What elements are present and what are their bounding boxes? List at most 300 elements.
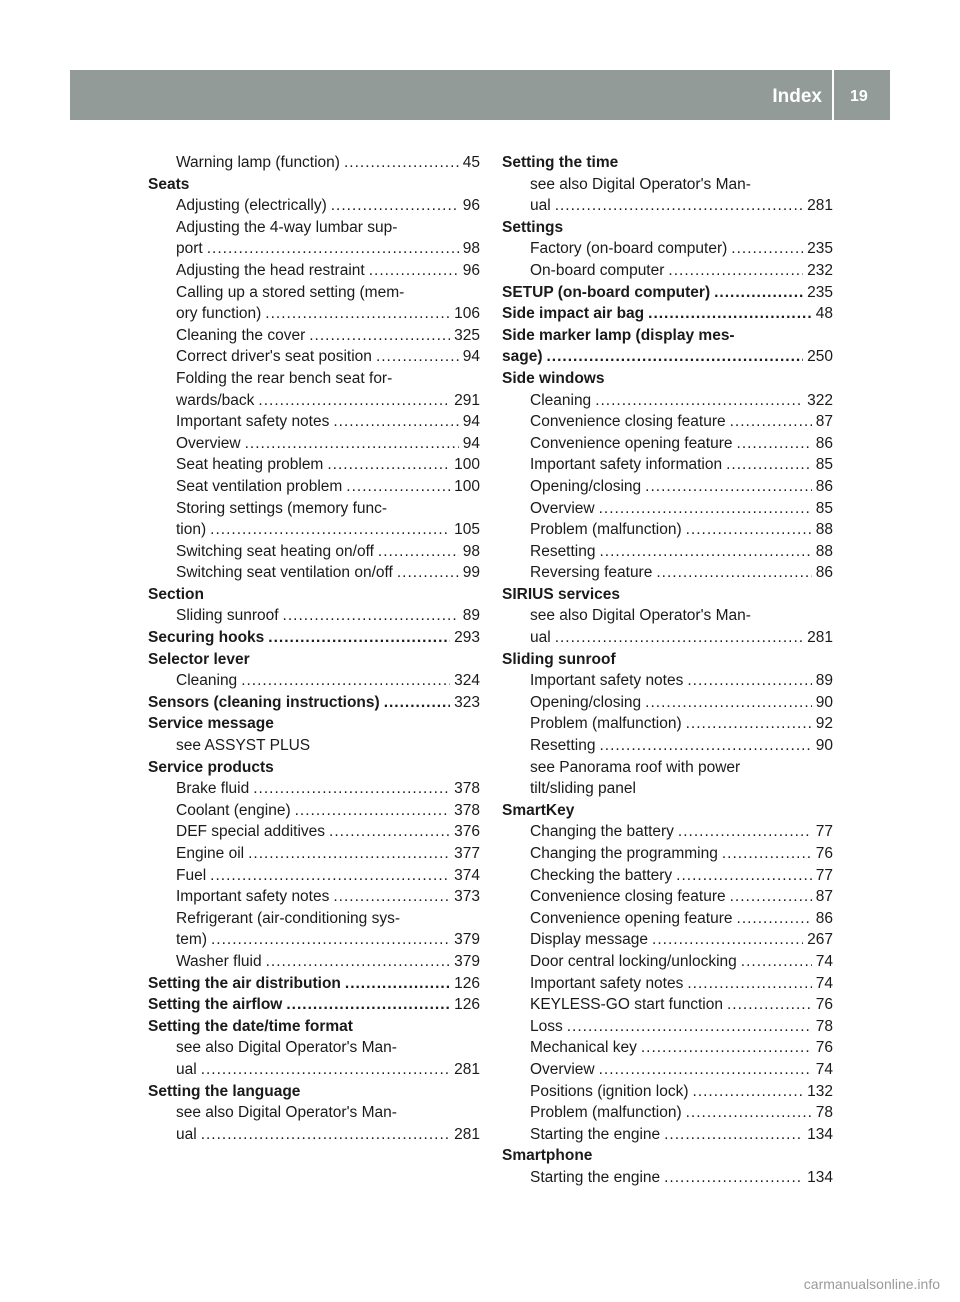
page-ref: 76: [815, 996, 833, 1014]
dot-leader: [595, 390, 803, 412]
entry-text: ual: [176, 1060, 197, 1078]
entry-text: Important safety information: [530, 456, 723, 474]
dot-leader: [327, 454, 450, 476]
page-ref: 96: [462, 197, 480, 215]
index-entry: Seats: [148, 175, 190, 193]
dot-leader: [731, 238, 803, 260]
index-subentry: [502, 843, 833, 865]
index-subentry: see also Digital Operator's Man-: [530, 607, 751, 625]
entry-text: Cleaning: [176, 672, 238, 690]
index-entry: [148, 627, 480, 649]
dot-leader: [384, 692, 450, 714]
index-subentry: [148, 800, 480, 822]
index-entry: [148, 994, 480, 1016]
page-ref: 379: [454, 952, 480, 970]
index-entry: Service products: [148, 758, 274, 776]
entry-text: Engine oil: [176, 845, 245, 862]
index-subentry: [148, 195, 480, 217]
entry-text: Cleaning: [530, 391, 592, 409]
page-ref: 126: [454, 996, 480, 1014]
dot-leader: [245, 433, 459, 455]
page-ref: 98: [462, 240, 480, 258]
dot-leader: [730, 886, 812, 908]
page-ref: 325: [454, 326, 480, 344]
entry-text: Loss: [530, 1017, 563, 1035]
dot-leader: [555, 195, 803, 217]
index-subentry: [502, 562, 833, 584]
dot-leader: [686, 713, 812, 735]
entry-text: Problem (malfunction): [530, 521, 682, 539]
index-subentry: [502, 1167, 833, 1189]
index-subentry: see also Digital Operator's Man-: [530, 175, 751, 193]
index-subentry: [502, 433, 833, 455]
dot-leader: [693, 1081, 804, 1103]
page-ref: 85: [815, 456, 833, 474]
index-subentry: see also Digital Operator's Man-: [176, 1039, 397, 1057]
entry-text: Changing the programming: [530, 845, 718, 862]
entry-text: port: [176, 240, 203, 258]
page-ref: 324: [454, 672, 480, 690]
index-subentry: [148, 605, 480, 627]
page-ref: 89: [815, 672, 833, 690]
index-subentry: [502, 908, 833, 930]
entry-text: Fuel: [176, 866, 207, 884]
page-ref: 87: [815, 413, 833, 431]
index-subentry: Folding the rear bench seat for-: [176, 369, 393, 387]
page-ref: 378: [454, 780, 480, 798]
index-subentry: [502, 1037, 833, 1059]
entry-text: Problem (malfunction): [530, 1104, 682, 1122]
header-bar: [70, 70, 890, 120]
page-ref: 88: [815, 521, 833, 539]
page-ref: 134: [807, 1168, 833, 1186]
index-subentry: [502, 692, 833, 714]
entry-text: Important safety notes: [530, 974, 684, 992]
dot-leader: [686, 1102, 812, 1124]
entry-text: Coolant (engine): [176, 801, 291, 819]
index-column-left: [148, 152, 480, 1145]
dot-leader: [268, 627, 450, 649]
index-subentry: [502, 541, 833, 563]
dot-leader: [211, 929, 450, 951]
dot-leader: [686, 519, 812, 541]
index-subentry: [502, 476, 833, 498]
index-subentry: [502, 627, 833, 649]
entry-text: ory function): [176, 305, 262, 323]
dot-leader: [664, 1124, 803, 1146]
page-ref: 76: [815, 1039, 833, 1057]
dot-leader: [714, 282, 803, 304]
entry-text: Brake fluid: [176, 780, 250, 798]
page-ref: 281: [807, 629, 833, 647]
page-ref: 48: [815, 305, 833, 323]
dot-leader: [376, 346, 459, 368]
dot-leader: [333, 886, 450, 908]
entry-text: ual: [176, 1125, 197, 1143]
entry-text: Sliding sunroof: [176, 607, 279, 625]
dot-leader: [210, 519, 450, 541]
index-column-right: [502, 152, 833, 1189]
index-entry: Section: [148, 585, 204, 603]
index-subentry: [502, 498, 833, 520]
index-entry: Side windows: [502, 369, 605, 387]
index-subentry: Adjusting the 4-way lumbar sup-: [176, 218, 398, 236]
index-subentry: [502, 865, 833, 887]
index-subentry: [148, 670, 480, 692]
dot-leader: [737, 908, 812, 930]
page-ref: 94: [462, 413, 480, 431]
index-entry: Settings: [502, 218, 564, 236]
index-entry: [502, 303, 833, 325]
entry-text: Resetting: [530, 542, 596, 560]
entry-text: Reversing feature: [530, 564, 653, 582]
page-ref: 85: [815, 499, 833, 517]
page-ref: 105: [454, 521, 480, 539]
index-subentry: [148, 541, 480, 563]
page-ref: 94: [462, 434, 480, 452]
dot-leader: [286, 994, 450, 1016]
page-ref: 126: [454, 974, 480, 992]
dot-leader: [207, 238, 459, 260]
index-entry: Sliding sunroof: [502, 650, 616, 668]
dot-leader: [210, 865, 450, 887]
dot-leader: [737, 433, 812, 455]
dot-leader: [266, 951, 451, 973]
index-subentry: [148, 562, 480, 584]
entry-text: ual: [530, 197, 551, 215]
index-subentry: [502, 1081, 833, 1103]
index-subentry: [148, 821, 480, 843]
entry-text: Warning lamp (function): [176, 154, 340, 171]
dot-leader: [345, 973, 450, 995]
dot-leader: [253, 778, 450, 800]
dot-leader: [329, 821, 450, 843]
entry-text: Setting the airflow: [148, 996, 283, 1014]
page-ref: 76: [815, 845, 833, 862]
entry-text: wards/back: [176, 391, 255, 409]
dot-leader: [726, 454, 812, 476]
dot-leader: [722, 843, 812, 865]
page-ref: 74: [815, 952, 833, 970]
page-ref: 235: [807, 283, 833, 301]
entry-text: sage): [502, 348, 543, 366]
section-title: Index: [772, 86, 822, 107]
entry-text: Switching seat heating on/off: [176, 542, 374, 560]
dot-leader: [283, 605, 459, 627]
entry-text: ual: [530, 629, 551, 647]
page-ref: 86: [815, 434, 833, 452]
index-subentry: [148, 1124, 480, 1146]
page-ref: 88: [815, 542, 833, 560]
dot-leader: [378, 541, 459, 563]
index-entry: Setting the language: [148, 1082, 301, 1100]
index-subentry: [502, 238, 833, 260]
page-ref: 94: [462, 348, 480, 366]
entry-text: Sensors (cleaning instructions): [148, 693, 380, 711]
index-subentry: see also Digital Operator's Man-: [176, 1104, 397, 1122]
page-ref: 99: [462, 564, 480, 582]
index-entry: Setting the date/time format: [148, 1017, 353, 1035]
dot-leader: [555, 627, 803, 649]
page-ref: 98: [462, 542, 480, 560]
index-entry: SmartKey: [502, 801, 575, 819]
dot-leader: [656, 562, 811, 584]
dot-leader: [668, 260, 803, 282]
index-subentry: Storing settings (memory func-: [176, 499, 388, 517]
page-ref: 77: [815, 823, 833, 841]
page-ref: 232: [807, 261, 833, 279]
entry-text: Seat ventilation problem: [176, 477, 343, 495]
page-ref: 45: [462, 154, 480, 171]
page-ref: 377: [454, 845, 480, 862]
entry-text: Setting the air distribution: [148, 974, 341, 992]
page-ref: 322: [807, 391, 833, 409]
dot-leader: [333, 411, 458, 433]
entry-text: Correct driver's seat position: [176, 348, 372, 366]
index-subentry: [502, 1102, 833, 1124]
dot-leader: [397, 562, 459, 584]
dot-leader: [547, 346, 804, 368]
entry-text: Seat heating problem: [176, 456, 324, 474]
page-ref: 74: [815, 1060, 833, 1078]
entry-text: Changing the battery: [530, 823, 674, 841]
entry-text: tion): [176, 521, 207, 539]
dot-leader: [567, 1016, 812, 1038]
index-entry: Side marker lamp (display mes-: [502, 326, 735, 344]
entry-text: Adjusting the head restraint: [176, 261, 365, 279]
entry-text: Washer fluid: [176, 952, 262, 970]
watermark: carmanualsonline.info: [803, 1276, 940, 1292]
index-subentry: [502, 821, 833, 843]
index-subentry: [148, 865, 480, 887]
index-subentry: [148, 238, 480, 260]
index-subentry: [502, 519, 833, 541]
page-ref: 89: [462, 607, 480, 625]
page-ref: 90: [815, 693, 833, 711]
page-ref: 379: [454, 931, 480, 949]
entry-text: Checking the battery: [530, 866, 673, 884]
entry-text: Factory (on-board computer): [530, 240, 728, 258]
entry-text: Overview: [530, 1060, 595, 1078]
page-ref: 74: [815, 974, 833, 992]
index-subentry: [148, 303, 480, 325]
index-entry: Service message: [148, 715, 274, 733]
entry-text: Adjusting (electrically): [176, 197, 327, 215]
index-subentry: [502, 994, 833, 1016]
index-subentry: [148, 454, 480, 476]
index-subentry: [148, 411, 480, 433]
index-entry: [148, 692, 480, 714]
page-ref: 134: [807, 1125, 833, 1143]
page-ref: 78: [815, 1104, 833, 1122]
entry-text: Important safety notes: [530, 672, 684, 690]
page-ref: 86: [815, 477, 833, 495]
dot-leader: [727, 994, 812, 1016]
index-subentry: [502, 929, 833, 951]
dot-leader: [201, 1059, 450, 1081]
index-subentry: [148, 1059, 480, 1081]
index-subentry: [148, 433, 480, 455]
entry-text: Resetting: [530, 737, 596, 755]
entry-text: Important safety notes: [176, 888, 330, 906]
dot-leader: [258, 390, 450, 412]
index-subentry: Refrigerant (air-conditioning sys-: [176, 909, 400, 927]
page-ref: 77: [815, 866, 833, 884]
page-ref: 100: [454, 477, 480, 495]
index-subentry: [148, 260, 480, 282]
dot-leader: [599, 498, 812, 520]
entry-text: DEF special additives: [176, 823, 326, 841]
index-subentry: see Panorama roof with power: [530, 758, 741, 776]
entry-text: Convenience opening feature: [530, 434, 733, 452]
page-ref: 376: [454, 823, 480, 841]
entry-text: Securing hooks: [148, 629, 265, 647]
index-subentry: [148, 843, 480, 865]
index-entry: [502, 346, 833, 368]
page-ref: 293: [454, 629, 480, 647]
index-subentry: [148, 951, 480, 973]
entry-text: Switching seat ventilation on/off: [176, 564, 393, 582]
entry-text: tem): [176, 931, 207, 949]
entry-text: Starting the engine: [530, 1168, 661, 1186]
header-divider: [832, 70, 834, 120]
page-ref: 267: [807, 931, 833, 949]
dot-leader: [201, 1124, 450, 1146]
dot-leader: [265, 303, 450, 325]
index-subentry: [148, 152, 480, 174]
entry-text: Opening/closing: [530, 693, 642, 711]
index-subentry: [502, 1016, 833, 1038]
page-ref: 92: [815, 715, 833, 733]
index-subentry: [148, 476, 480, 498]
index-subentry: [502, 713, 833, 735]
entry-text: Opening/closing: [530, 477, 642, 495]
dot-leader: [344, 152, 459, 174]
page-ref: 87: [815, 888, 833, 906]
entry-text: Mechanical key: [530, 1039, 637, 1057]
dot-leader: [248, 843, 450, 865]
index-subentry: [502, 454, 833, 476]
index-entry: SIRIUS services: [502, 585, 621, 603]
page-ref: 250: [807, 348, 833, 366]
index-subentry: Calling up a stored setting (mem-: [176, 283, 405, 301]
index-subentry: [148, 778, 480, 800]
entry-text: KEYLESS-GO start function: [530, 996, 723, 1014]
page-ref: 86: [815, 909, 833, 927]
index-subentry: [148, 325, 480, 347]
dot-leader: [687, 973, 811, 995]
entry-text: Important safety notes: [176, 413, 330, 431]
page-ref: 373: [454, 888, 480, 906]
entry-text: Overview: [176, 434, 241, 452]
index-subentry: tilt/sliding panel: [530, 780, 636, 798]
index-subentry: [502, 411, 833, 433]
dot-leader: [678, 821, 812, 843]
page-ref: 86: [815, 564, 833, 582]
page-ref: 281: [454, 1125, 480, 1143]
index-entry: Setting the time: [502, 154, 619, 171]
dot-leader: [346, 476, 450, 498]
entry-text: Display message: [530, 931, 649, 949]
page-ref: 132: [807, 1082, 833, 1100]
entry-text: On-board computer: [530, 261, 665, 279]
dot-leader: [599, 541, 811, 563]
page-ref: 378: [454, 801, 480, 819]
entry-text: SETUP (on-board computer): [502, 283, 711, 301]
index-subentry: [148, 886, 480, 908]
index-entry: Smartphone: [502, 1147, 593, 1165]
index-subentry: [502, 951, 833, 973]
entry-text: Door central locking/unlocking: [530, 952, 737, 970]
index-subentry: [148, 346, 480, 368]
index-subentry: [502, 390, 833, 412]
index-subentry: [502, 1059, 833, 1081]
dot-leader: [331, 195, 459, 217]
page-ref: 100: [454, 456, 480, 474]
dot-leader: [309, 325, 450, 347]
dot-leader: [645, 476, 812, 498]
index-entry: [502, 282, 833, 304]
index-subentry: [502, 260, 833, 282]
index-subentry: [148, 929, 480, 951]
page-ref: 96: [462, 261, 480, 279]
index-subentry: [502, 195, 833, 217]
index-subentry: [148, 390, 480, 412]
page-ref: 291: [454, 391, 480, 409]
page-ref: 235: [807, 240, 833, 258]
entry-text: Cleaning the cover: [176, 326, 306, 344]
dot-leader: [369, 260, 459, 282]
page-number: 19: [850, 88, 868, 105]
entry-text: Starting the engine: [530, 1125, 661, 1143]
index-entry: Selector lever: [148, 650, 250, 668]
dot-leader: [641, 1037, 812, 1059]
page-ref: 281: [807, 197, 833, 215]
entry-text: Problem (malfunction): [530, 715, 682, 733]
dot-leader: [687, 670, 811, 692]
index-subentry: [502, 973, 833, 995]
entry-text: Side impact air bag: [502, 305, 645, 323]
entry-text: Convenience closing feature: [530, 413, 726, 431]
page-ref: 281: [454, 1060, 480, 1078]
page-ref: 374: [454, 866, 480, 884]
entry-text: Convenience opening feature: [530, 909, 733, 927]
dot-leader: [652, 929, 803, 951]
dot-leader: [599, 735, 811, 757]
index-entry: [148, 973, 480, 995]
dot-leader: [599, 1059, 812, 1081]
entry-text: Overview: [530, 499, 595, 517]
index-subentry: [502, 1124, 833, 1146]
dot-leader: [645, 692, 812, 714]
index-subentry: [502, 735, 833, 757]
dot-leader: [295, 800, 451, 822]
index-subentry: [502, 670, 833, 692]
page-ref: 106: [454, 305, 480, 323]
index-subentry: [502, 886, 833, 908]
dot-leader: [730, 411, 812, 433]
dot-leader: [741, 951, 812, 973]
page-ref: 78: [815, 1017, 833, 1035]
index-subentry: see ASSYST PLUS: [176, 737, 311, 755]
entry-text: Convenience closing feature: [530, 888, 726, 906]
dot-leader: [648, 303, 812, 325]
index-subentry: [148, 519, 480, 541]
dot-leader: [664, 1167, 803, 1189]
entry-text: Positions (ignition lock): [530, 1082, 689, 1100]
page-ref: 323: [454, 693, 480, 711]
page-ref: 90: [815, 737, 833, 755]
